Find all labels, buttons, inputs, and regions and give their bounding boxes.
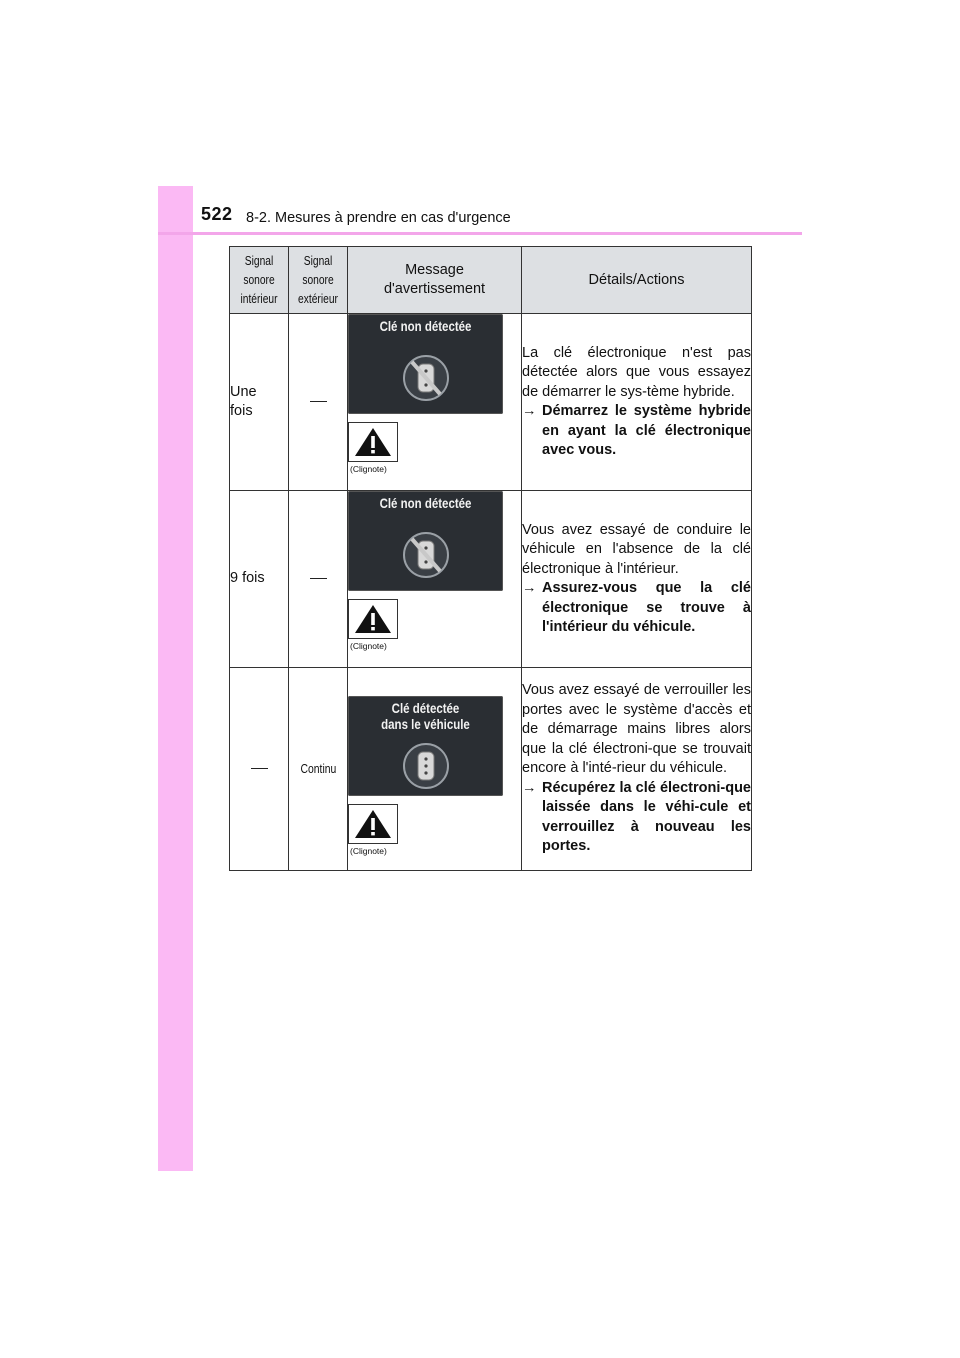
description-text: Vous avez essayé de conduire le véhicule en l'absence de la clé électronique à l'intérieur. — [522, 521, 751, 577]
warning-triangle-icon — [353, 426, 393, 458]
exterior-buzzer-cell — [289, 491, 348, 668]
header-rule — [158, 232, 802, 235]
arrow-icon: → — [522, 779, 537, 796]
warning-table — [229, 246, 752, 871]
warning-message-cell — [348, 668, 522, 871]
header-exterior-buzzer: Signal sonore extérieur — [289, 247, 348, 314]
details-actions-cell — [522, 668, 752, 871]
arrow-icon: → — [522, 580, 537, 596]
table-row — [230, 314, 752, 491]
action-instruction: → Récupérez la clé électroni-que laissée dans le véhi-cule et verrouillez à nouveau les portes. — [522, 779, 751, 857]
screen-message: Clé non détectée — [379, 496, 472, 511]
page-side-tab — [158, 186, 193, 1171]
table-header-row — [230, 247, 752, 314]
action-instruction: → Démarrez le système hybride en ayant la clé électronique avec vous. — [522, 402, 751, 461]
flash-label: (Clignote) — [350, 641, 387, 651]
details-actions-cell — [522, 314, 752, 491]
screen-message: Clé détectée dans le véhicule — [381, 701, 470, 732]
master-warning-light — [348, 422, 398, 462]
header-interior-buzzer: Signal sonore intérieur — [230, 247, 289, 314]
master-warning-light — [348, 804, 398, 844]
description-text: Vous avez essayé de verrouiller les portes avec le système d'accès et de démarrage mains libres alors que la clé électroni-que se trouvait encore à l'inté-rieur du véhicule. — [522, 682, 751, 777]
key-not-detected-icon — [402, 529, 450, 581]
exterior-buzzer-cell — [289, 314, 348, 491]
section-title: 8-2. Mesures à prendre en cas d'urgence — [246, 210, 511, 226]
header-details-actions: Détails/Actions — [522, 247, 752, 314]
exterior-buzzer-cell: Continu — [289, 668, 348, 871]
display-screen — [348, 491, 503, 591]
key-detected-icon — [402, 740, 450, 792]
display-screen — [348, 314, 503, 414]
table-row — [230, 668, 752, 871]
action-instruction: → Assurez-vous que la clé électronique se trouve à l'intérieur du véhicule. — [522, 579, 751, 638]
display-screen — [348, 696, 503, 796]
screen-message: Clé non détectée — [379, 319, 472, 334]
page-number: 522 — [201, 204, 233, 224]
none-dash — [310, 578, 327, 579]
flash-label: (Clignote) — [350, 464, 387, 474]
key-not-detected-icon — [402, 352, 450, 404]
flash-label: (Clignote) — [350, 846, 387, 856]
interior-buzzer-cell: 9 fois — [230, 491, 289, 668]
table-row — [230, 491, 752, 668]
warning-triangle-icon — [353, 808, 393, 840]
header-warning-message: Message d'avertissement — [348, 247, 522, 314]
master-warning-light — [348, 599, 398, 639]
warning-message-cell — [348, 314, 522, 491]
description-text: La clé électronique n'est pas détectée alors que vous essayez de démarrer le sys-tème hybride. — [522, 344, 751, 400]
arrow-icon: → — [522, 403, 537, 419]
interior-buzzer-cell: Une fois — [230, 314, 289, 491]
details-actions-cell — [522, 491, 752, 668]
warning-message-cell — [348, 491, 522, 668]
none-dash — [251, 768, 268, 769]
none-dash — [310, 401, 327, 402]
warning-triangle-icon — [353, 603, 393, 635]
interior-buzzer-cell — [230, 668, 289, 871]
